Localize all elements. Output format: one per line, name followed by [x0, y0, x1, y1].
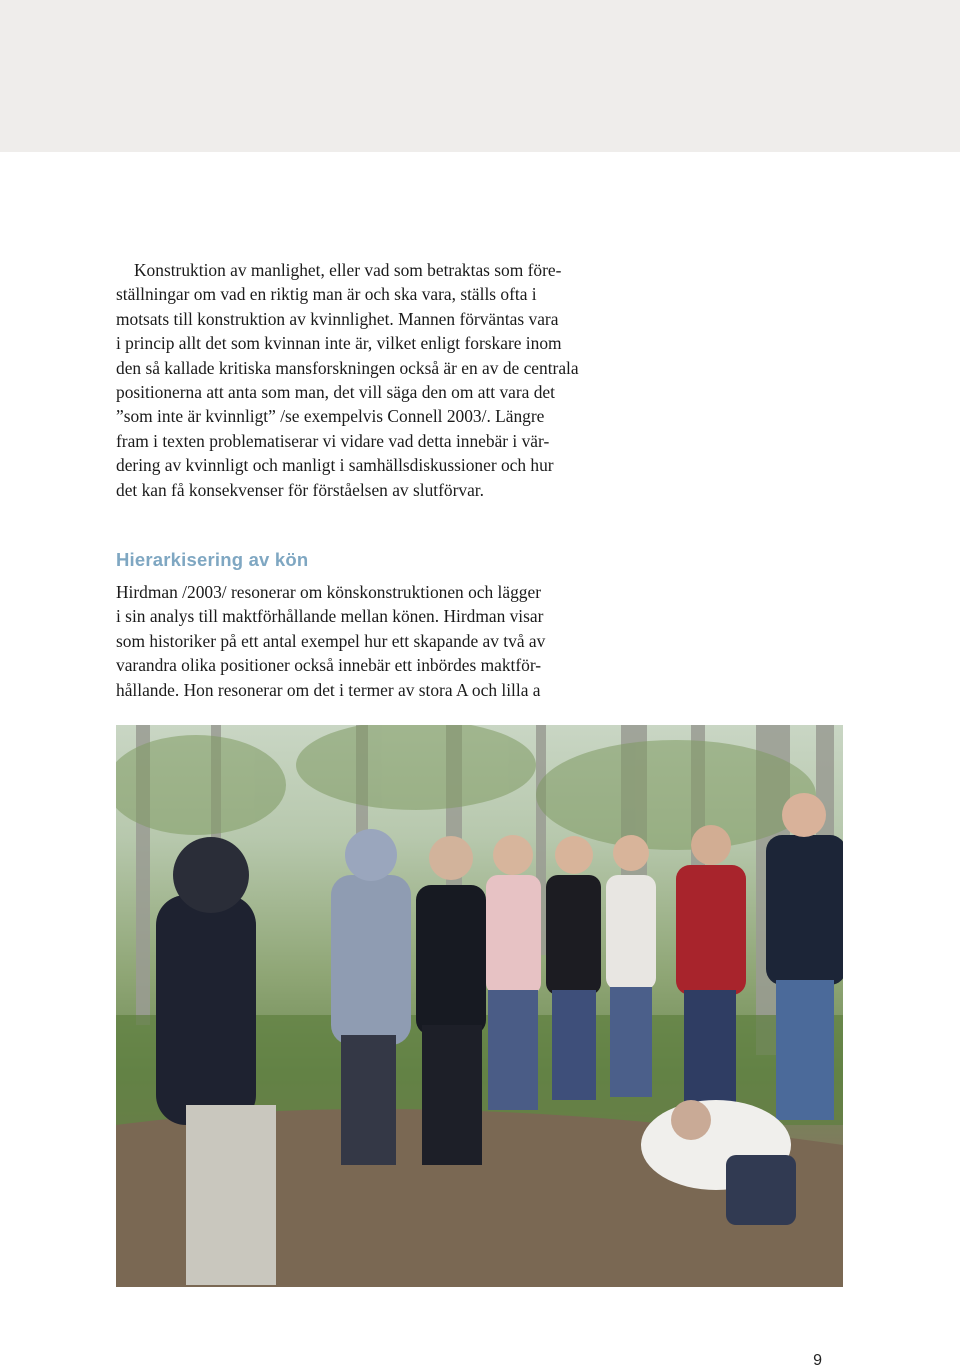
- text-line: det kan få konsekvenser för förståelsen av slutförvar.: [116, 479, 484, 500]
- text-line: hållande. Hon resonerar om det i termer av stora A och lilla a: [116, 679, 541, 700]
- paragraph-2: [116, 580, 618, 702]
- text-line: fram i texten problematiserar vi vidare vad detta innebär i vär-: [116, 430, 550, 451]
- top-band: [0, 0, 960, 152]
- text-line: varandra olika positioner också innebär ett inbördes maktför-: [116, 655, 542, 676]
- text-line: ställningar om vad en riktig man är och ska vara, ställs ofta i: [116, 284, 537, 305]
- text-line: som historiker på ett antal exempel hur ett skapande av två av: [116, 630, 546, 651]
- section-heading: Hierarkisering av kön: [116, 549, 309, 570]
- text-line: motsats till konstruktion av kvinnlighet. Mannen förväntas vara: [116, 308, 559, 329]
- photo-illustration: [116, 725, 843, 1287]
- paragraph-1: [116, 258, 618, 502]
- text-line: positionerna att anta som man, det vill säga den om att vara det: [116, 381, 555, 402]
- text-line: Konstruktion av manlighet, eller vad som betraktas som före-: [134, 260, 562, 280]
- text-line: ”som inte är kvinnligt” /se exempelvis Connell 2003/. Längre: [116, 406, 545, 427]
- text-line: den så kallade kritiska mansforskningen också är en av de centrala: [116, 357, 579, 378]
- text-line: i sin analys till maktförhållande mellan könen. Hirdman visar: [116, 606, 544, 627]
- forest-group-photo: [116, 725, 843, 1287]
- page-number: 9: [813, 1352, 822, 1369]
- text-line: i princip allt det som kvinnan inte är, vilket enligt forskare inom: [116, 333, 562, 354]
- text-line: dering av kvinnligt och manligt i samhällsdiskussioner och hur: [116, 455, 554, 476]
- text-line: Hirdman /2003/ resonerar om könskonstruktionen och lägger: [116, 582, 542, 602]
